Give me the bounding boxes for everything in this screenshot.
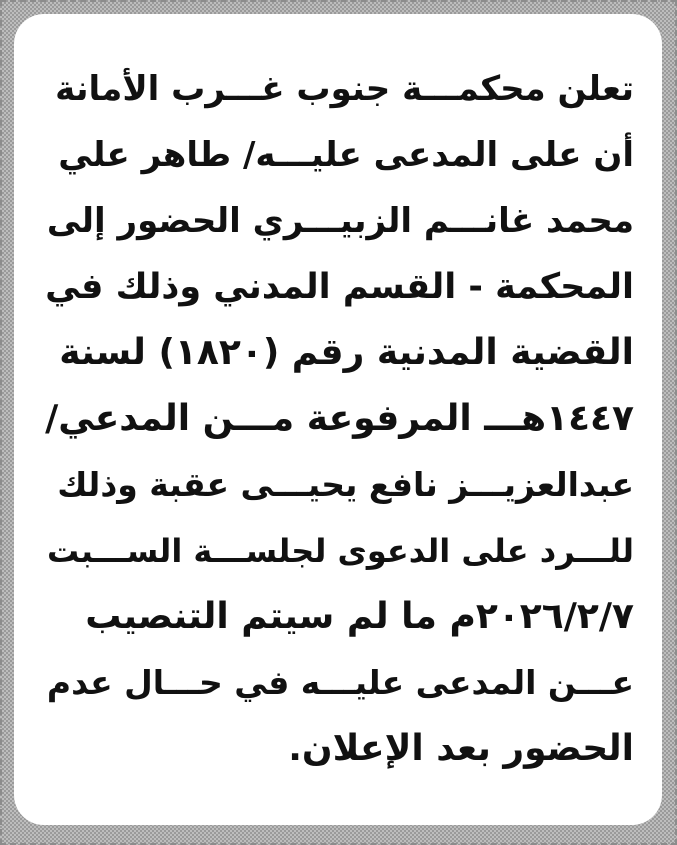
notice-line-2: أن على المدعى عليـــه/ طاهر علي (58, 135, 634, 175)
notice-line-10: عـــن المدعى عليـــه في حـــال عدم (46, 663, 634, 702)
notice-line-6: ١٤٤٧هـــ المرفوعة مـــن المدعي/ (45, 398, 634, 439)
notice-line-8: للـــرد على الدعوى لجلســـة الســـبت (46, 532, 634, 570)
notice-line-7: عبدالعزيـــز نافع يحيـــى عقبة وذلك (57, 465, 634, 504)
notice-line-9: ٢٠٢٦/٢/٧م ما لم سيتم التنصيب (85, 596, 634, 637)
notice-text (42, 56, 634, 782)
notice-card (14, 14, 662, 825)
notice-line-4: المحكمة - القسم المدني وذلك في (45, 267, 634, 307)
notice-line-5: القضية المدنية رقم (١٨٢٠) لسنة (59, 332, 634, 373)
notice-line-3: محمد غانـــم الزبيـــري الحضور إلى (46, 201, 634, 241)
notice-line-11: الحضور بعد الإعلان. (288, 728, 634, 769)
notice-line-1: تعلن محكمـــة جنوب غـــرب الأمانة (55, 69, 634, 109)
